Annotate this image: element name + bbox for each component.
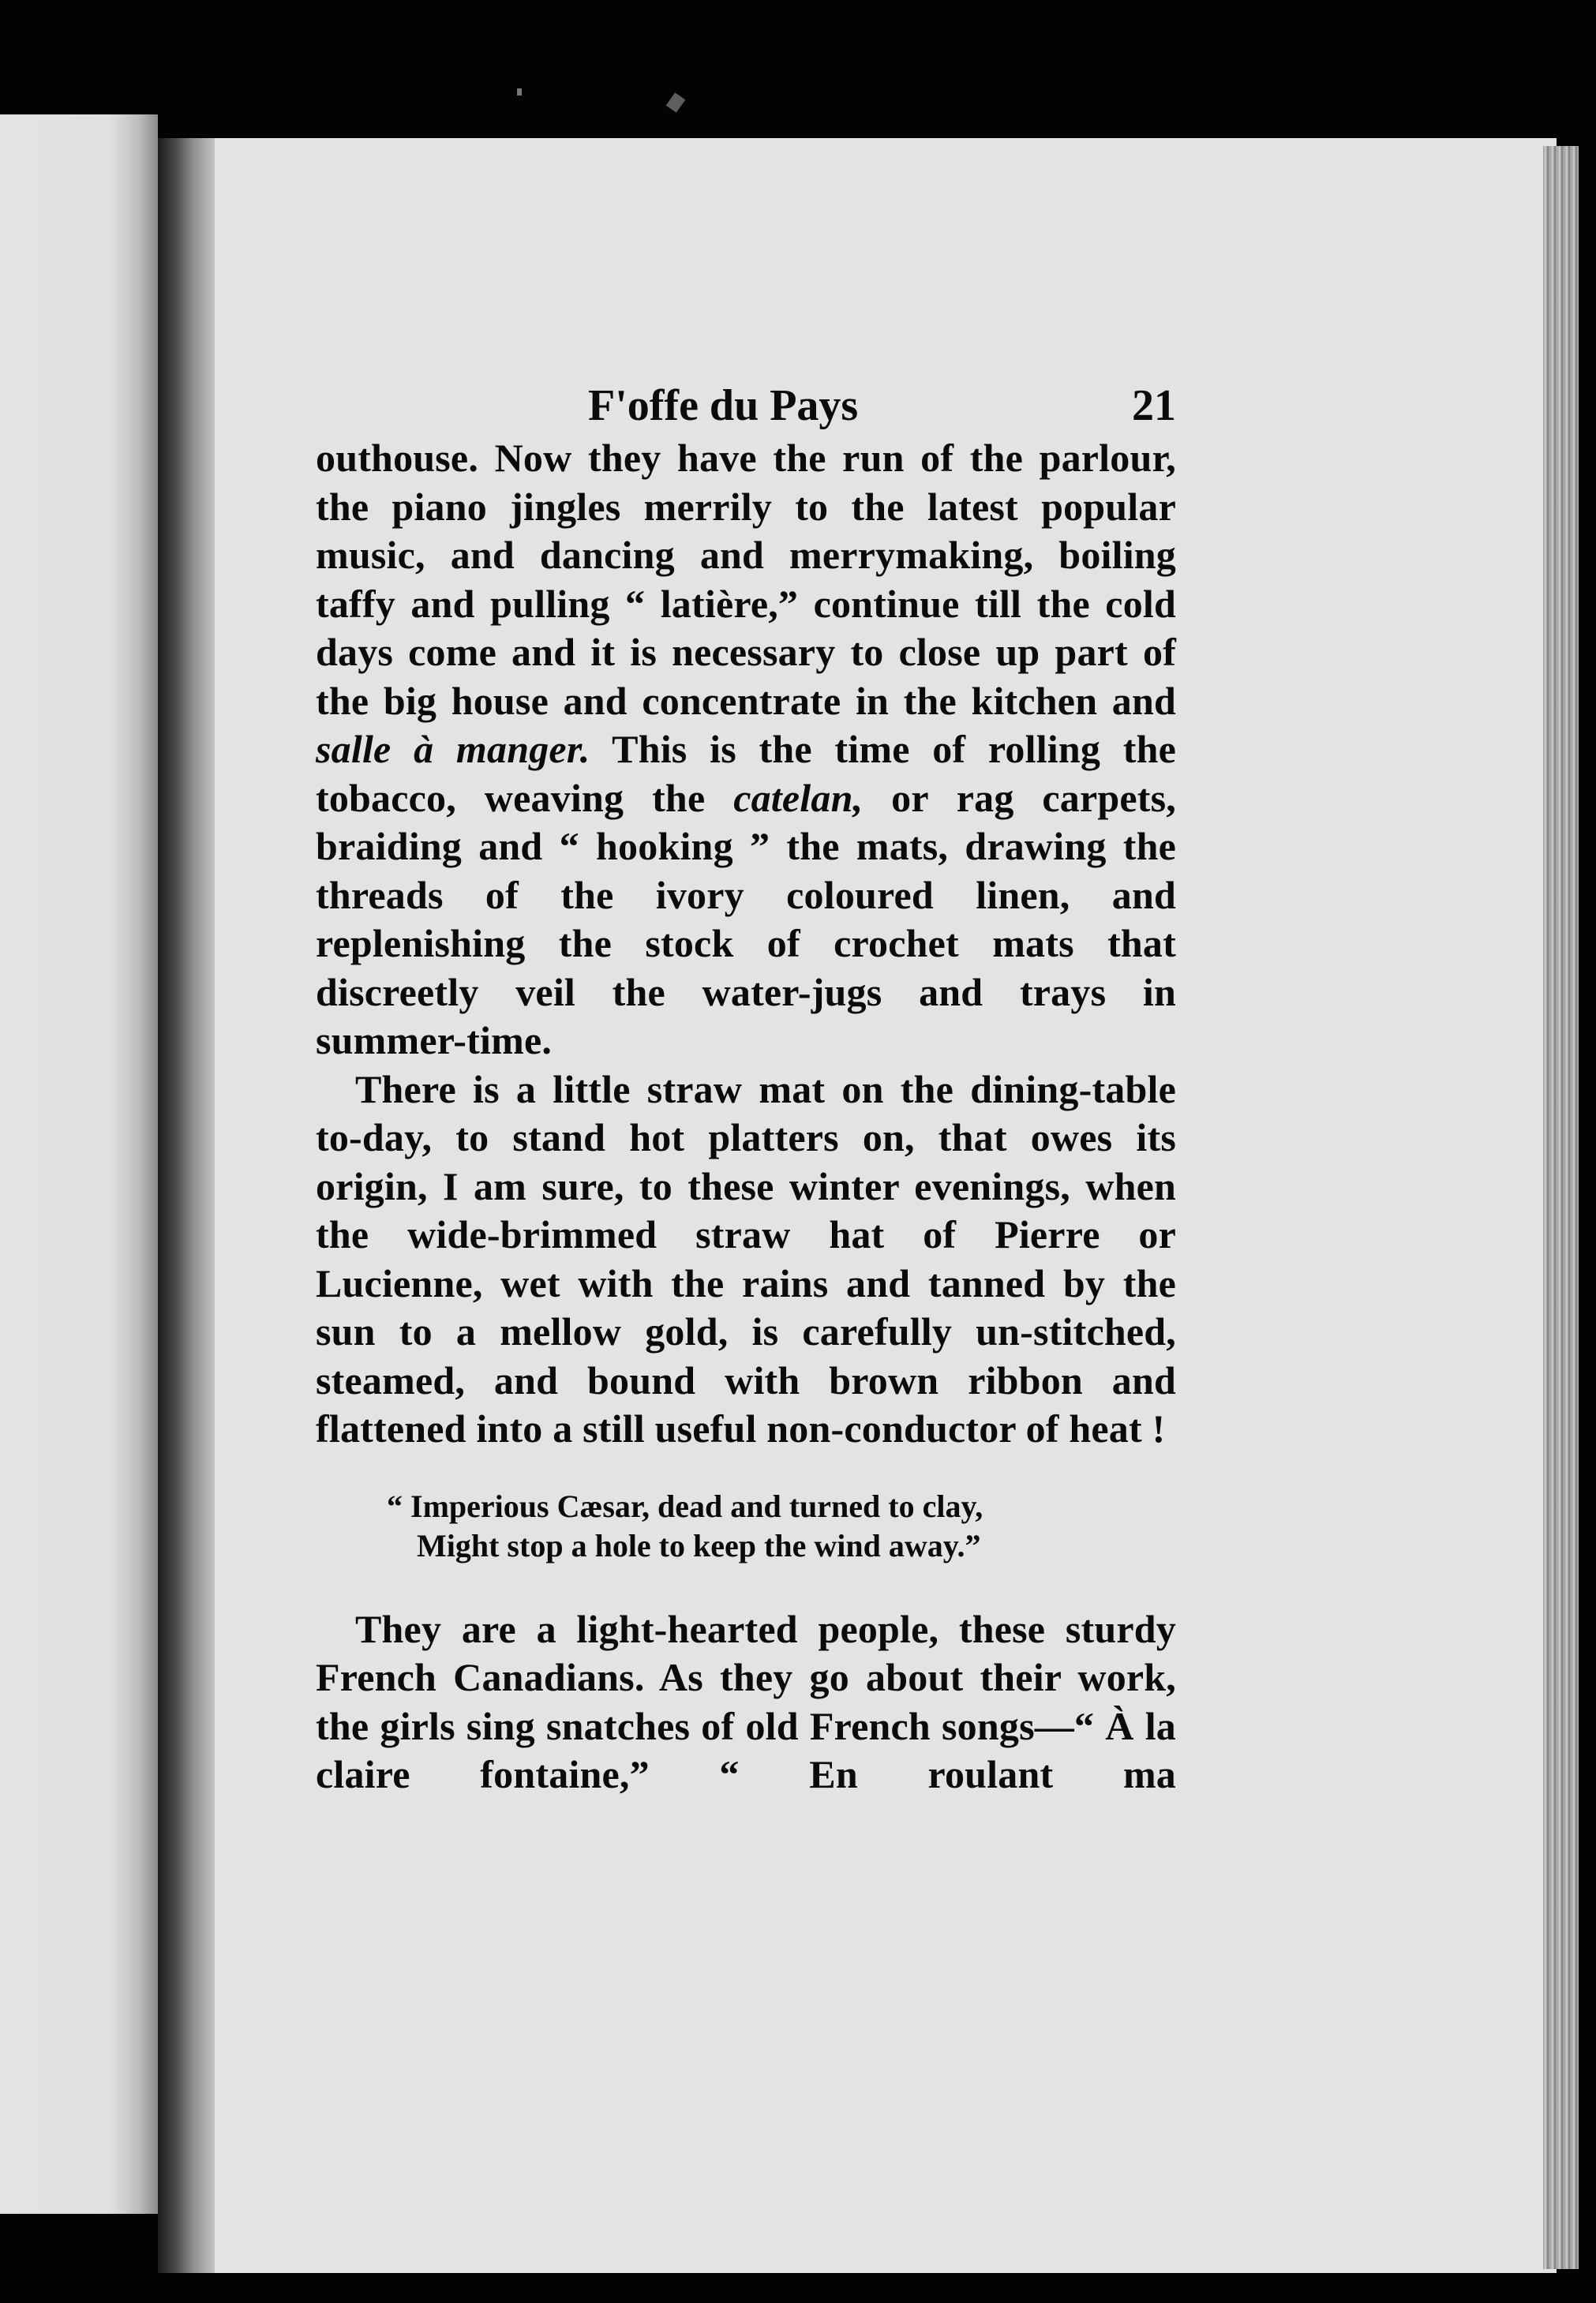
page-number: 21 bbox=[1132, 381, 1176, 430]
running-title: F'offe du Pays bbox=[588, 381, 859, 430]
book-gutter-shadow bbox=[158, 138, 217, 2273]
paragraph-light-hearted: They are a light-hearted people, these sturdy French Canadians. As they go about their work, the girls sing snatches of old French songs—“ À la claire fontaine,” “ En roulant ma bbox=[316, 1606, 1176, 1796]
dust-speck bbox=[666, 92, 686, 113]
dust-speck bbox=[517, 88, 522, 95]
facing-page-edge bbox=[0, 114, 158, 2214]
quote-line-2: Might stop a hole to keep the wind away.” bbox=[417, 1527, 981, 1563]
paragraph-1-text-c: or rag carpets, braiding and “ hooking ” the mats, drawing the threads of the ivory coloured linen, and replenishing the stock of crochet mats that discreetly veil the water-jugs and trays in summer-time. bbox=[316, 775, 1176, 1062]
page-text bbox=[316, 363, 1176, 1799]
verse-quotation bbox=[387, 1487, 1176, 1566]
quote-line-1: “ Imperious Cæsar, dead and turned to clay, bbox=[387, 1488, 983, 1524]
paragraph-outhouse bbox=[316, 434, 1176, 1065]
paragraph-1-text-a: outhouse. Now they have the run of the parlour, the piano jingles merrily to the latest popular music, and dancing and merrymaking, boiling taffy and pulling “ latière,” continue till the cold days come and it is necessary to close up part of the big house and concentrate in the kitchen and bbox=[316, 436, 1176, 723]
italic-catelan: catelan, bbox=[733, 775, 864, 820]
paragraph-straw-mat: There is a little straw mat on the dining-table to-day, to stand hot platters on, that owes its origin, I am sure, to these winter evenings, when the wide-brimmed straw hat of Pierre or Lucienne, wet with the rains and tanned by the sun to a mellow gold, is carefully un-stitched, steamed, and bound with brown ribbon and flattened into a still useful non-conductor of heat ! bbox=[316, 1066, 1176, 1451]
page-stack-edge bbox=[1543, 146, 1579, 2269]
paragraph-1-text-b: This is the time of rolling the tobacco, weaving the bbox=[316, 727, 1176, 820]
italic-salle-a-manger: salle à manger. bbox=[316, 727, 590, 771]
running-head bbox=[316, 363, 1176, 434]
